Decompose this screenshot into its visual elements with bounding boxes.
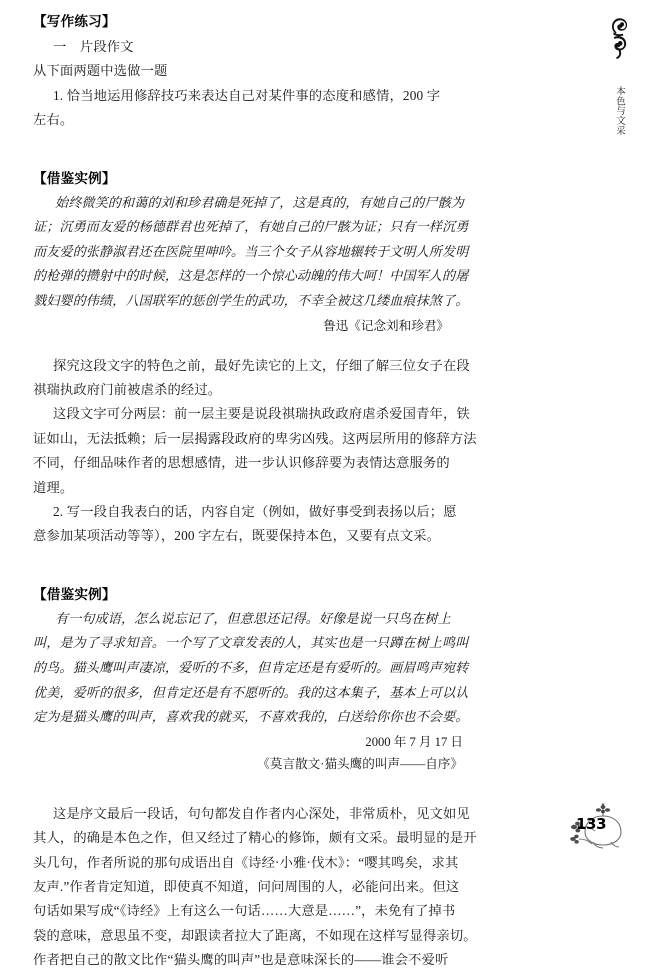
quote-line: 优美，爱听的很多，但肯定还是有不愿听的。我的这本集子，基本上可以认	[33, 685, 469, 701]
body-line: 一 片段作文	[53, 39, 134, 54]
flourish-ornament-icon	[600, 16, 636, 60]
body-line: 不同，仔细品味作者的思想感情，进一步认识修辞要为表情达意服务的	[33, 455, 450, 471]
body-line: 祺瑞执政府门前被虐杀的经过。	[33, 382, 222, 397]
body-line: 1. 恰当地运用修辞技巧来表达自己对某件事的态度和感情，200 字	[53, 87, 441, 103]
quoted-excerpt	[33, 192, 495, 315]
quote-date: 2000 年 7 月 17 日	[365, 734, 463, 749]
section-spacer	[33, 549, 495, 585]
body-line: 其人，的确是本色之作，但又经过了精心的修饰，颇有文采。最明显的是开	[33, 830, 477, 846]
body-line: 2. 写一段自我表白的话，内容自定（例如，做好事受到表扬以后；愿	[53, 504, 457, 520]
body-line: 道理。	[33, 479, 74, 495]
section-reference-example-1	[33, 169, 495, 549]
section-heading: 【借鉴实例】	[33, 586, 116, 603]
page-number-badge	[565, 798, 645, 850]
running-head-label: 本色与文采	[614, 86, 625, 136]
page-content	[33, 12, 495, 973]
section-writing-exercise	[33, 12, 495, 133]
section-spacer	[33, 133, 495, 169]
quote-attribution: 鲁迅《记念刘和珍君》	[323, 318, 449, 333]
quote-line: 而友爱的张静淑君还在医院里呻吟。当三个女子从容地辗转于文明人所发明	[33, 244, 469, 260]
body-line: 句话如果写成“《诗经》上有这么一句话……大意是……”，未免有了掉书	[33, 903, 456, 919]
quote-line: 的枪弹的攒射中的时候，这是怎样的一个惊心动魄的伟大呵！中国军人的屠	[33, 269, 469, 285]
quote-line: 证；沉勇而友爱的杨德群君也死掉了，有她自己的尸骸为证；只有一样沉勇	[33, 220, 469, 236]
body-line: 证如山，无法抵赖；后一层揭露段政府的卑劣凶残。这两层所用的修辞方法	[33, 430, 477, 446]
section-reference-example-2	[33, 585, 495, 973]
quote-source: 《莫言散文·猫头鹰的叫声——自序》	[257, 756, 463, 771]
body-line: 从下面两题中选做一题	[33, 63, 168, 79]
body-line: 这段文字可分两层：前一层主要是说段祺瑞执政政府虐杀爱国青年，铁	[53, 406, 470, 422]
paragraph-spacer	[33, 775, 495, 802]
quote-line: 始终微笑的和蔼的刘和珍君确是死掉了，这是真的，有她自己的尸骸为	[55, 195, 465, 211]
body-line: 作者把自己的散文比作“猫头鹰的叫声”也是意味深长的——谁会不爱听	[33, 952, 449, 968]
section-heading: 【借鉴实例】	[33, 170, 116, 187]
quote-line: 的鸟。猫头鹰叫声凄凉，爱听的不多，但肯定还是有爱听的。画眉鸣声宛转	[33, 661, 469, 677]
body-line: 头几句，作者所说的那句成语出自《诗经·小雅·伐木》：“嘤其鸣矣，求其	[33, 854, 459, 870]
body-line: 意参加某项活动等等），200 字左右，既要保持本色，又要有点文采。	[33, 528, 441, 544]
margin-rail	[590, 0, 650, 852]
quote-line: 有一句成语，怎么说忘记了，但意思还记得。好像是说一只鸟在树上	[55, 611, 451, 627]
paragraph-spacer	[33, 337, 495, 354]
quote-line: 叫，是为了寻求知音。一个写了文章发表的人，其实也是一只蹲在树上鸣叫	[33, 636, 469, 652]
quoted-excerpt	[33, 608, 495, 731]
quote-line: 戮妇婴的伟绩，八国联军的惩创学生的武功，不幸全被这几缕血痕抹煞了。	[33, 294, 469, 309]
section-heading: 【写作练习】	[33, 14, 116, 30]
body-line: 袋的意味，意思虽不变，却跟读者拉大了距离，不如现在这样写显得亲切。	[33, 927, 477, 943]
body-line: 探究这段文字的特色之前，最好先读它的上文，仔细了解三位女子在段	[53, 357, 470, 373]
quote-line: 定为是猫头鹰的叫声，喜欢我的就买，不喜欢我的，白送给你你也不会要。	[33, 710, 469, 726]
body-line: 友声.”作者肯定知道，即使真不知道，问问周围的人，必能问出来。但这	[33, 879, 460, 895]
body-line: 这是序文最后一段话，句句都发自作者内心深处，非常质朴，见文如见	[53, 805, 470, 821]
page-number: 133	[576, 815, 607, 833]
body-line: 左右。	[33, 112, 74, 128]
